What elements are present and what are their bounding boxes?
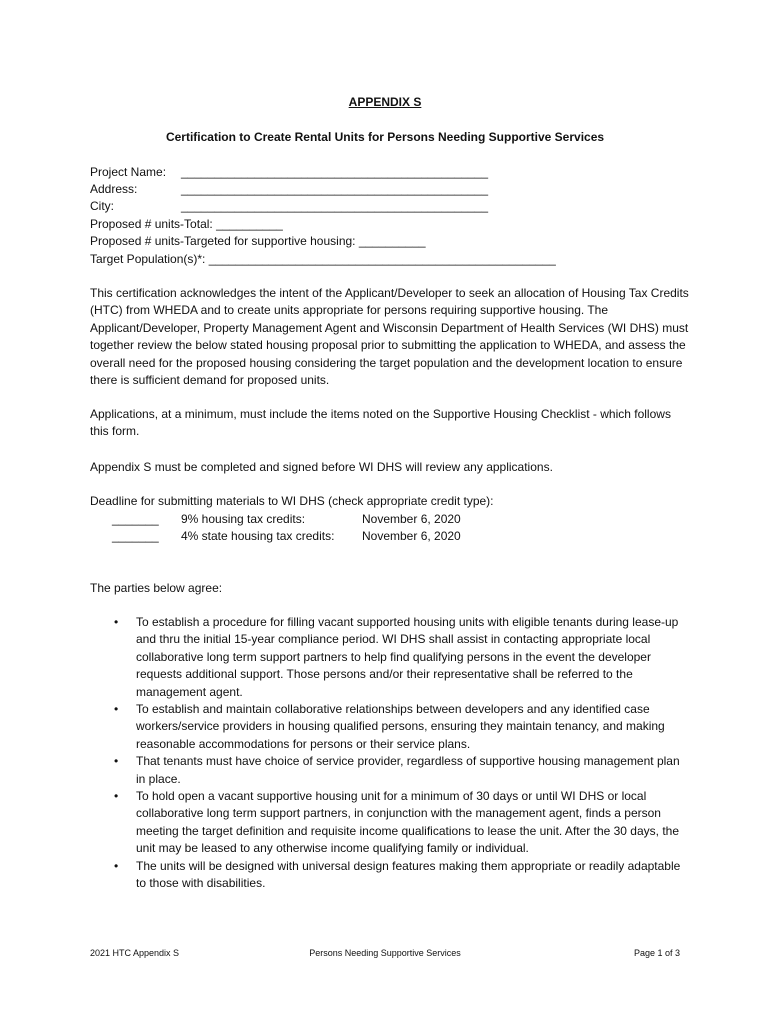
deadline-date: November 6, 2020: [362, 512, 461, 526]
parties-intro: The parties below agree:: [90, 581, 223, 595]
list-item-text: The units will be designed with universal design features making them appropriate or readily adaptable to those with disabilities.: [136, 858, 681, 891]
signature-requirement-paragraph: Appendix S must be completed and signed before WI DHS will review any applications.: [90, 460, 553, 474]
city-label: City:: [90, 199, 114, 213]
deadline-row: [112, 512, 461, 526]
units-targeted-field[interactable]: Proposed # units-Targeted for supportive housing: __________: [90, 234, 426, 248]
address-row: [90, 181, 488, 199]
bullet-icon: •: [114, 754, 119, 769]
project-name-blank[interactable]: ______________________________________________: [181, 165, 488, 179]
address-blank[interactable]: ______________________________________________: [181, 182, 488, 196]
page-number: Page 1 of 3: [633, 948, 680, 958]
units-total-field[interactable]: Proposed # units-Total: __________: [90, 217, 283, 231]
footer-left: 2021 HTC Appendix S: [90, 948, 180, 958]
deadline-credit-type: 4% state housing tax credits:: [181, 529, 335, 543]
list-item-text: To hold open a vacant supportive housing unit for a minimum of 30 days or until WI DHS or local collaborative long term support partners, in conjunction with the management agent, finds a person meeting the target definition and requisite income qualifications to lease the unit. After the 30 days, the unit may be leased to any otherwise income qualifying family or individual.: [136, 789, 680, 856]
deadline-credit-type: 9% housing tax credits:: [181, 512, 306, 526]
list-item-text: That tenants must have choice of service provider, regardless of supportive housing management plan in place.: [136, 754, 680, 786]
city-blank[interactable]: ______________________________________________: [181, 199, 488, 213]
appendix-title: APPENDIX S: [348, 95, 422, 109]
certification-paragraph: This certification acknowledges the intent of the Applicant/Developer to seek an allocation of Housing Tax Credits (HTC) from WHEDA and to create units appropriate for persons requiring supportive housing. The Applicant/Developer, Property Management Agent and Wisconsin Department of Health Services (WI DHS) must together review the below stated housing proposal prior to submitting the application to WHEDA, and assess the overall need for the proposed housing considering the target population and the development location to ensure there is sufficient demand for proposed units.: [90, 286, 689, 388]
city-row: [90, 198, 488, 216]
deadline-checkbox-blank[interactable]: _______: [112, 529, 159, 543]
target-population-field[interactable]: Target Population(s)*: ____________________________________________________: [90, 252, 556, 266]
agreement-list: [90, 614, 690, 893]
footer-center: Persons Needing Supportive Services: [309, 948, 461, 958]
bullet-icon: •: [114, 789, 119, 804]
list-item: [90, 753, 690, 788]
project-name-row: [90, 164, 488, 182]
bullet-icon: •: [114, 702, 119, 717]
checklist-paragraph: Applications, at a minimum, must include the items noted on the Supportive Housing Checklist - which follows this form.: [90, 407, 671, 439]
address-label: Address:: [90, 182, 138, 196]
bullet-icon: •: [114, 615, 119, 629]
list-item-text: To establish a procedure for filling vacant supported housing units with eligible tenants during lease-up and thru the initial 15-year compliance period. WI DHS shall assist in contacting appropriate local collaborative long term support partners to help find qualifying persons in the event the developer requests additional support. Those persons and/or their representative shall be referred to the management agent.: [136, 615, 679, 699]
deadline-date: November 6, 2020: [362, 529, 461, 543]
list-item: [90, 614, 690, 701]
project-name-label: Project Name:: [90, 165, 167, 179]
document-subtitle: Certification to Create Rental Units for Persons Needing Supportive Services: [165, 130, 605, 144]
list-item: [90, 788, 690, 858]
list-item-text: To establish and maintain collaborative relationships between developers and any identified case workers/service providers in housing qualified persons, ensuring they maintain tenancy, and making reasonable accommodations for persons or their service plans.: [136, 702, 665, 751]
deadline-intro: Deadline for submitting materials to WI DHS (check appropriate credit type):: [90, 494, 494, 508]
bullet-icon: •: [114, 858, 119, 873]
deadline-row: [112, 529, 461, 543]
list-item: [90, 701, 690, 753]
list-item: [90, 858, 690, 893]
deadline-checkbox-blank[interactable]: _______: [112, 512, 159, 526]
